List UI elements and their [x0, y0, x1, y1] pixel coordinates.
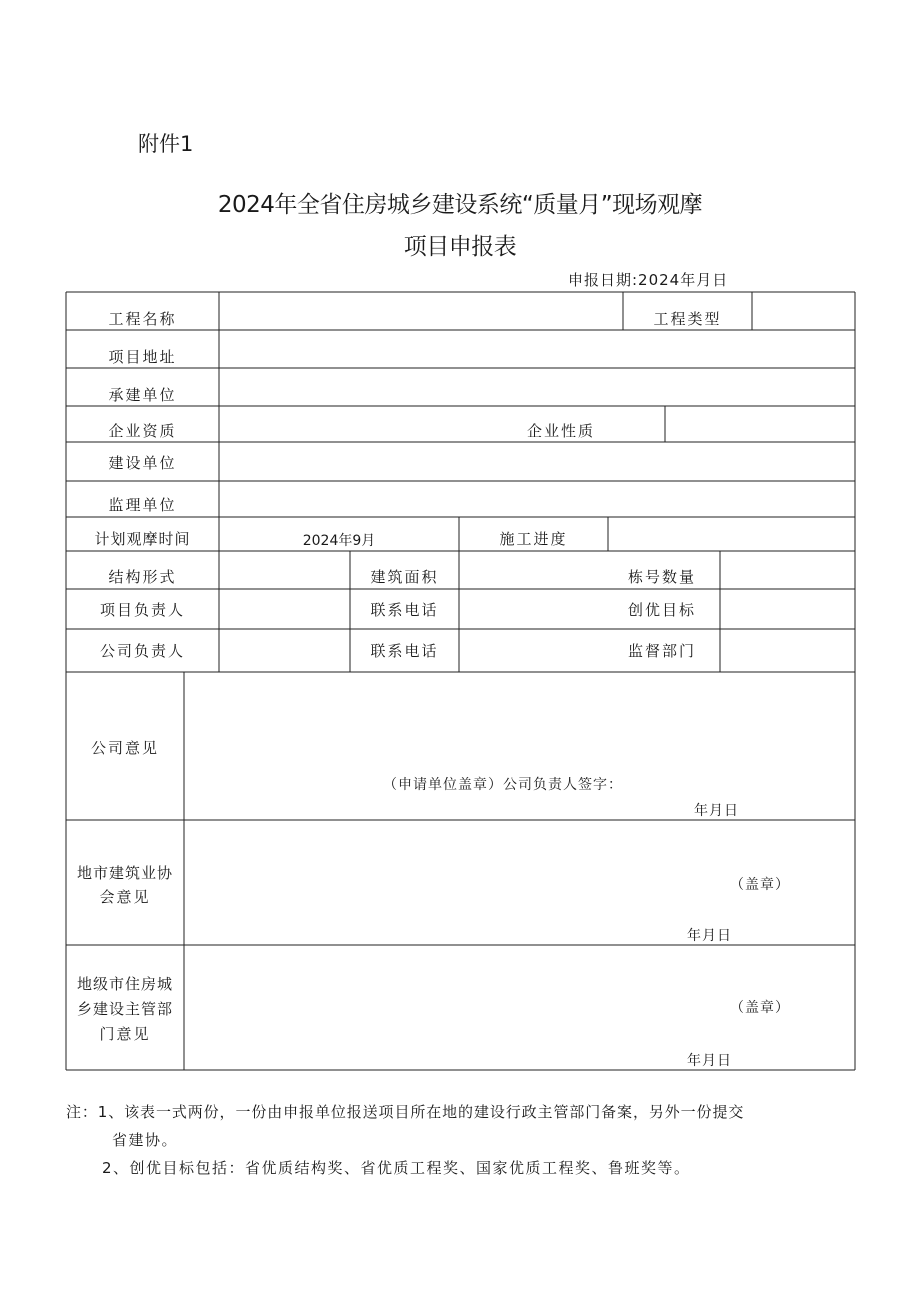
label-supervision-dept: 监督部门: [628, 642, 697, 660]
label-dept-opinion-1: 地级市住房城: [76, 975, 173, 993]
association-opinion-date: 年月日: [687, 928, 732, 944]
label-building-area: 建筑面积: [370, 568, 439, 586]
label-contact-phone-1: 联系电话: [370, 601, 439, 619]
label-excellence-goal: 创优目标: [628, 601, 697, 619]
label-company-opinion: 公司意见: [90, 739, 159, 757]
label-dept-opinion-2: 乡建设主管部: [76, 1000, 173, 1018]
attachment-label: 附件1: [138, 132, 194, 156]
label-project-address: 项目地址: [108, 348, 177, 366]
label-project-leader: 项目负责人: [99, 601, 185, 619]
page-title: 2024年全省住房城乡建设系统“质量月”现场观摩: [217, 192, 703, 218]
label-enterprise-qualification: 企业资质: [108, 422, 177, 440]
label-construction-progress: 施工进度: [499, 530, 568, 548]
association-seal: （盖章）: [730, 877, 790, 893]
label-company-leader: 公司负责人: [99, 642, 185, 660]
company-signature-line: （申请单位盖章）公司负责人签字：: [383, 777, 623, 793]
report-date: 申报日期:2024年月日: [568, 271, 729, 289]
page-subtitle: 项目申报表: [403, 234, 517, 260]
label-planned-visit-time: 计划观摩时间: [94, 530, 191, 548]
label-dept-opinion-3: 门意见: [99, 1025, 151, 1043]
label-project-name: 工程名称: [108, 310, 177, 328]
dept-opinion-date: 年月日: [687, 1053, 732, 1069]
label-association-opinion-2: 会意见: [99, 888, 151, 906]
label-contact-phone-2: 联系电话: [370, 642, 439, 660]
dept-seal: （盖章）: [730, 1000, 790, 1016]
label-structure-form: 结构形式: [108, 568, 177, 586]
note-2: 2、创优目标包括：省优质结构奖、省优质工程奖、国家优质工程奖、鲁班奖等。: [102, 1159, 691, 1177]
label-construction-unit: 建设单位: [108, 454, 177, 472]
company-opinion-date: 年月日: [694, 803, 739, 819]
planned-visit-time-value: 2024年9月: [302, 533, 376, 549]
note-1-line-1: 注：1、该表一式两份，一份由申报单位报送项目所在地的建设行政主管部门备案，另外一份提交: [66, 1103, 745, 1121]
label-project-type: 工程类型: [653, 310, 722, 328]
note-1-line-2: 省建协。: [112, 1131, 179, 1149]
label-enterprise-nature: 企业性质: [527, 422, 596, 440]
label-building-count: 栋号数量: [628, 568, 697, 586]
label-contractor: 承建单位: [108, 386, 177, 404]
label-association-opinion-1: 地市建筑业协: [76, 864, 173, 882]
label-supervision-unit: 监理单位: [108, 496, 177, 514]
